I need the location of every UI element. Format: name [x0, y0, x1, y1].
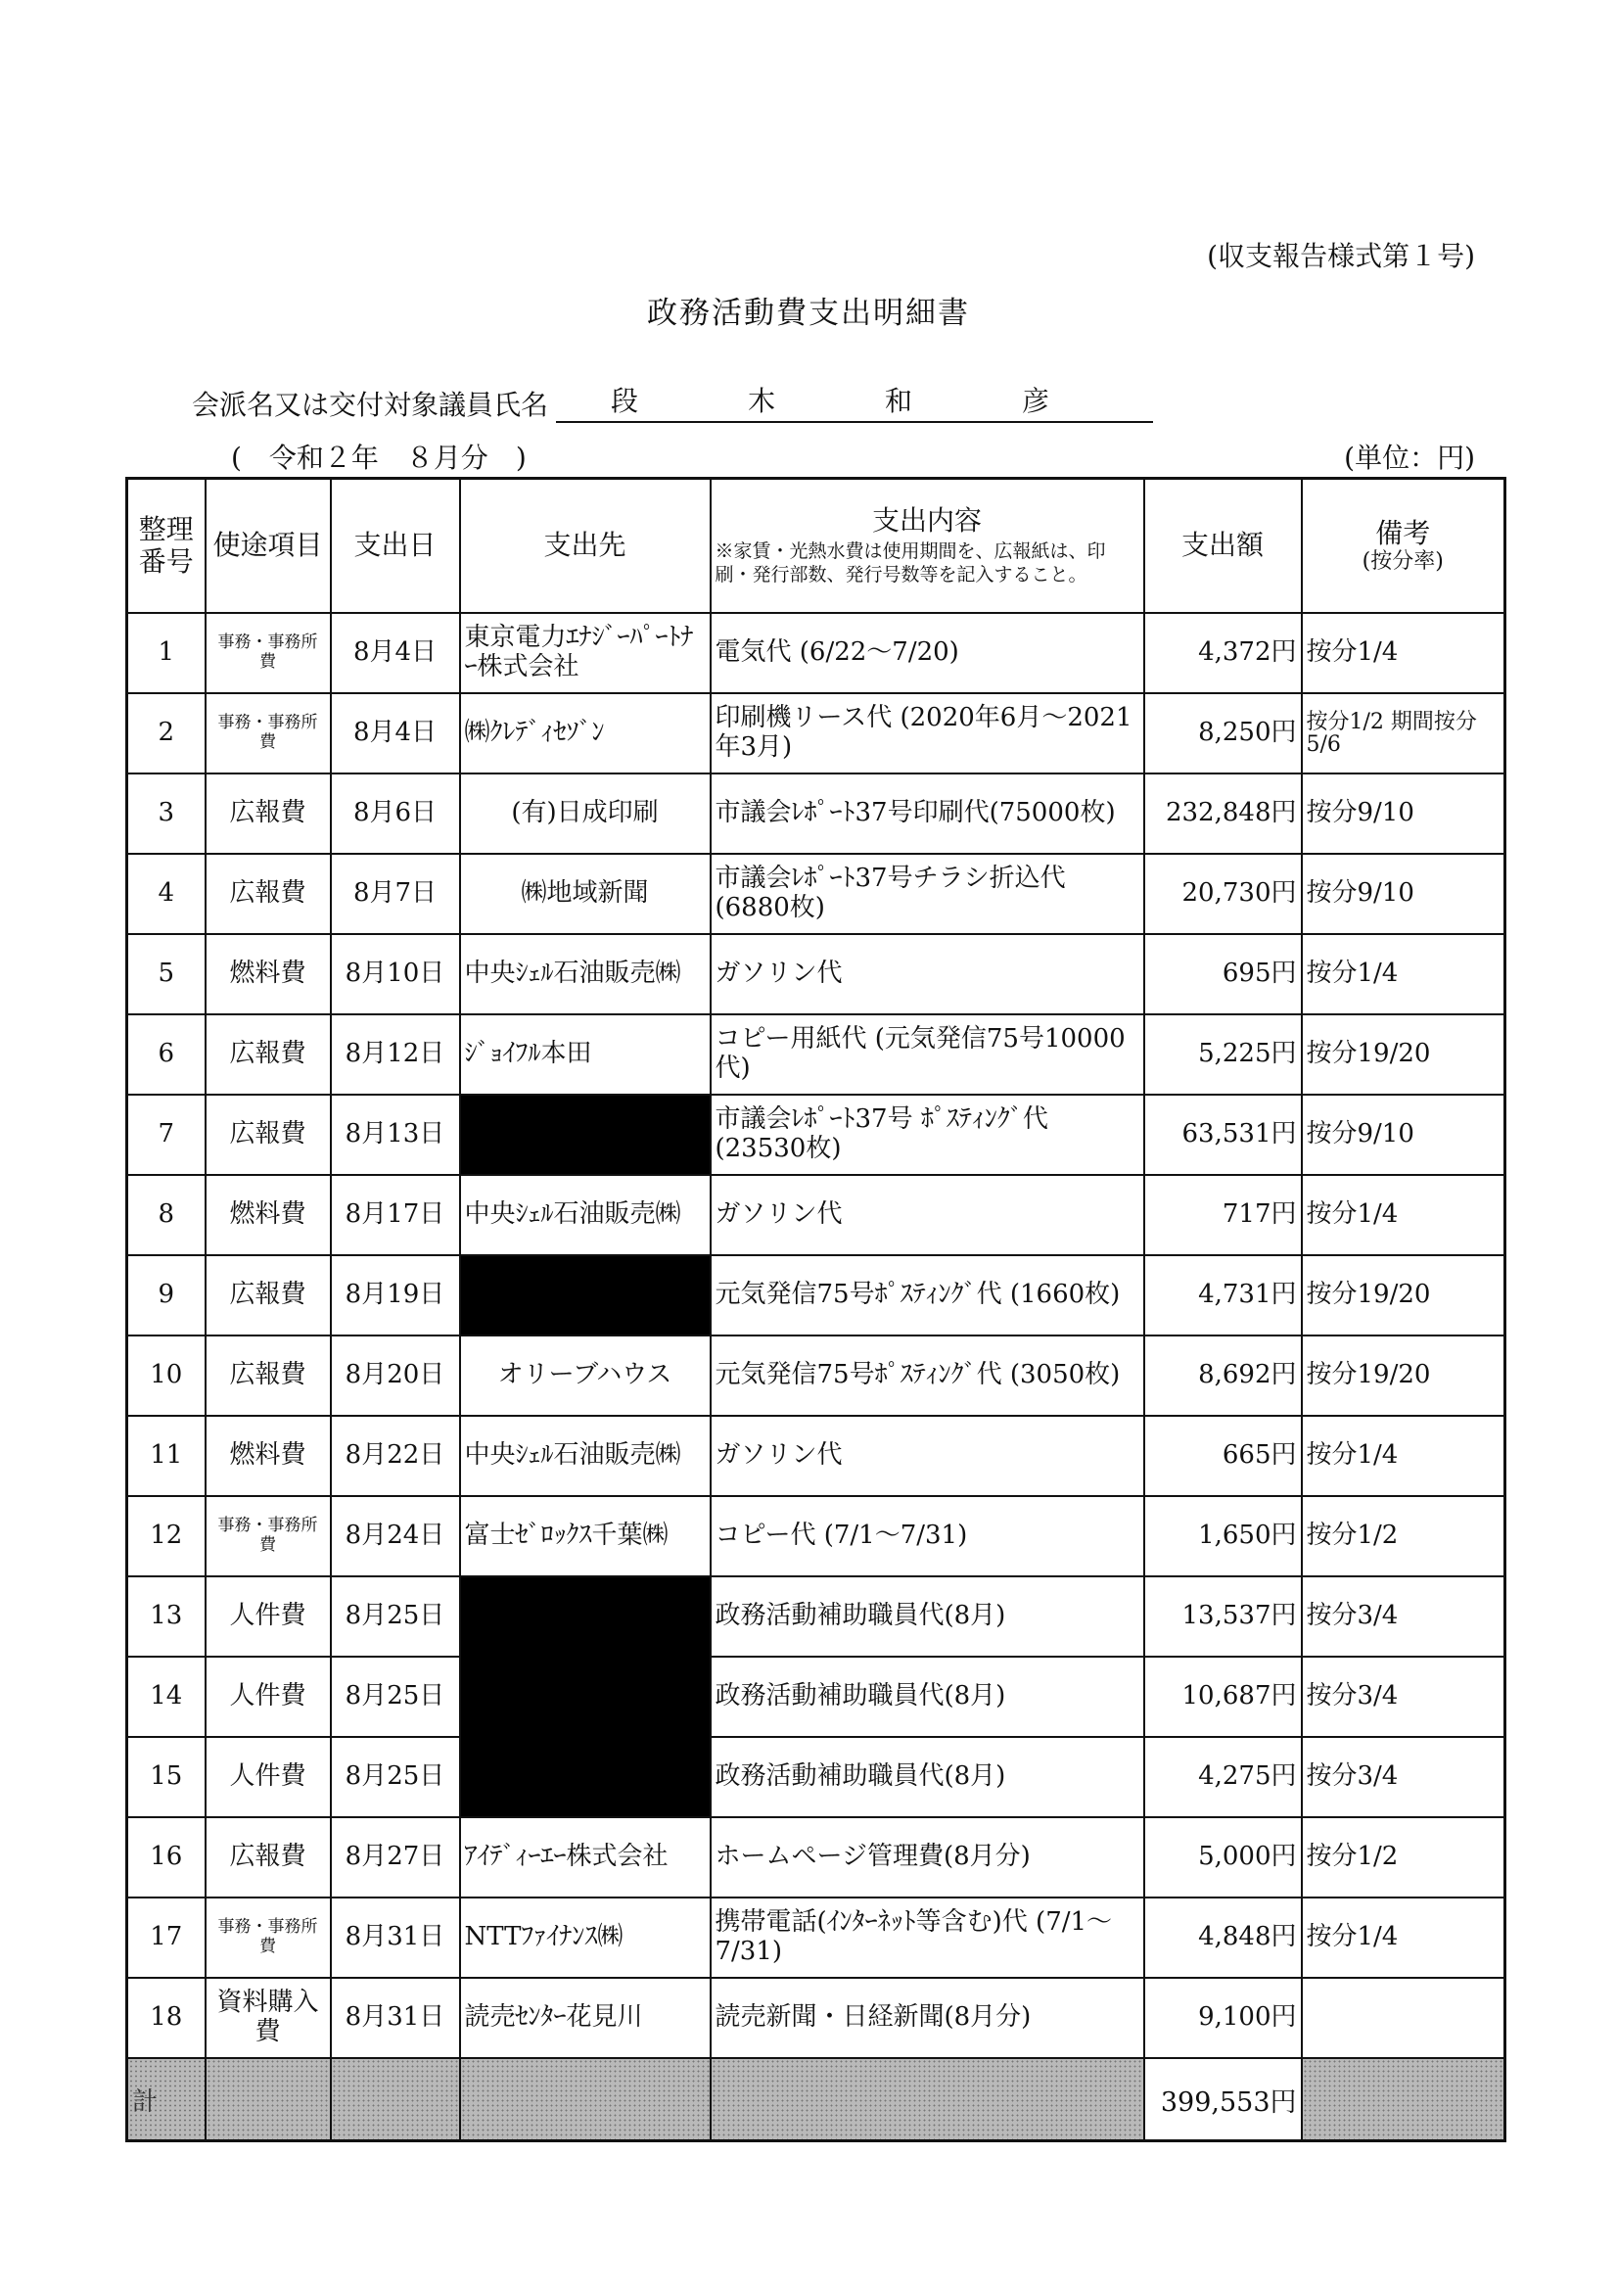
row-date: 8月19日 — [331, 1255, 460, 1335]
table-row — [127, 1576, 1505, 1657]
header-date: 支出日 — [331, 479, 460, 614]
member-name-label: 会派名又は交付対象議員氏名 — [192, 389, 549, 421]
row-description: ガソリン代 — [711, 1416, 1144, 1496]
row-remarks: 按分1/4 — [1302, 613, 1505, 693]
row-payee: 中央ｼｪﾙ石油販売㈱ — [460, 1416, 711, 1496]
table-row — [127, 1255, 1505, 1335]
row-remarks: 按分1/4 — [1302, 1416, 1505, 1496]
row-number: 3 — [127, 773, 206, 854]
row-category: 燃料費 — [206, 1175, 331, 1255]
table-row — [127, 613, 1505, 693]
member-name-char: 彦 — [1022, 385, 1050, 417]
row-amount: 1,650円 — [1144, 1496, 1302, 1576]
total-label: 計 — [127, 2058, 206, 2141]
row-description: 元気発信75号ﾎﾟｽﾃｨﾝｸﾞ代 (1660枚) — [711, 1255, 1144, 1335]
row-payee: ｱｲﾃﾞｨｰｴｰ株式会社 — [460, 1817, 711, 1898]
member-name-char: 木 — [748, 385, 776, 417]
row-number: 17 — [127, 1898, 206, 1978]
row-category: 広報費 — [206, 854, 331, 934]
member-name-char: 和 — [885, 385, 913, 417]
header-remarks-sub: (按分率) — [1362, 548, 1444, 574]
document-title: 政務活動費支出明細書 — [647, 296, 970, 331]
row-date: 8月25日 — [331, 1737, 460, 1817]
row-remarks: 按分3/4 — [1302, 1737, 1505, 1817]
row-date: 8月31日 — [331, 1898, 460, 1978]
row-amount: 8,250円 — [1144, 693, 1302, 773]
row-description: 読売新聞・日経新聞(8月分) — [711, 1978, 1144, 2058]
row-date: 8月17日 — [331, 1175, 460, 1255]
row-payee: 中央ｼｪﾙ石油販売㈱ — [460, 1175, 711, 1255]
row-amount: 5,225円 — [1144, 1014, 1302, 1095]
row-date: 8月10日 — [331, 934, 460, 1014]
row-remarks: 按分1/2 — [1302, 1496, 1505, 1576]
row-description: コピー用紙代 (元気発信75号10000代) — [711, 1014, 1144, 1095]
table-row — [127, 773, 1505, 854]
table-row — [127, 1978, 1505, 2058]
table-row — [127, 693, 1505, 773]
row-amount: 665円 — [1144, 1416, 1302, 1496]
row-amount: 695円 — [1144, 934, 1302, 1014]
row-number: 9 — [127, 1255, 206, 1335]
row-description: 元気発信75号ﾎﾟｽﾃｨﾝｸﾞ代 (3050枚) — [711, 1335, 1144, 1416]
row-number: 1 — [127, 613, 206, 693]
row-description: 印刷機リース代 (2020年6月～2021年3月) — [711, 693, 1144, 773]
row-date: 8月12日 — [331, 1014, 460, 1095]
row-number: 12 — [127, 1496, 206, 1576]
row-category: 燃料費 — [206, 934, 331, 1014]
row-remarks: 按分1/2 期間按分 5/6 — [1302, 693, 1505, 773]
row-amount: 4,372円 — [1144, 613, 1302, 693]
row-remarks: 按分19/20 — [1302, 1335, 1505, 1416]
row-amount: 13,537円 — [1144, 1576, 1302, 1657]
row-payee: ㈱地域新聞 — [460, 854, 711, 934]
total-amount: 399,553円 — [1144, 2058, 1302, 2141]
row-number: 16 — [127, 1817, 206, 1898]
table-row — [127, 1496, 1505, 1576]
table-row — [127, 934, 1505, 1014]
header-remarks — [1302, 479, 1505, 614]
row-description: 市議会ﾚﾎﾟｰﾄ37号印刷代(75000枚) — [711, 773, 1144, 854]
total-row — [127, 2058, 1505, 2141]
row-number: 4 — [127, 854, 206, 934]
row-amount: 717円 — [1144, 1175, 1302, 1255]
total-blank — [460, 2058, 711, 2141]
row-category: 燃料費 — [206, 1416, 331, 1496]
row-amount: 10,687円 — [1144, 1657, 1302, 1737]
row-amount: 9,100円 — [1144, 1978, 1302, 2058]
total-blank — [331, 2058, 460, 2141]
row-category: 事務・事務所費 — [206, 693, 331, 773]
table-row — [127, 1817, 1505, 1898]
row-payee: 富士ｾﾞﾛｯｸｽ千葉㈱ — [460, 1496, 711, 1576]
row-remarks: 按分1/4 — [1302, 1175, 1505, 1255]
currency-unit: (単位：円) — [1344, 442, 1475, 474]
row-category: 広報費 — [206, 773, 331, 854]
header-description-note: ※家賃・光熱水費は使用期間を、広報紙は、印刷・発行部数、発行号数等を記入すること。 — [715, 539, 1106, 586]
row-date: 8月24日 — [331, 1496, 460, 1576]
row-payee-redacted — [460, 1576, 711, 1817]
row-number: 13 — [127, 1576, 206, 1657]
row-category: 人件費 — [206, 1737, 331, 1817]
row-category: 広報費 — [206, 1014, 331, 1095]
total-blank — [1302, 2058, 1505, 2141]
row-category: 資料購入費 — [206, 1978, 331, 2058]
row-category: 事務・事務所費 — [206, 613, 331, 693]
row-description: ガソリン代 — [711, 934, 1144, 1014]
expense-table — [125, 477, 1506, 2142]
row-remarks: 按分9/10 — [1302, 1095, 1505, 1175]
table-row — [127, 1175, 1505, 1255]
row-number: 2 — [127, 693, 206, 773]
row-payee: 読売ｾﾝﾀｰ花見川 — [460, 1978, 711, 2058]
row-date: 8月22日 — [331, 1416, 460, 1496]
row-payee-redacted — [460, 1095, 711, 1175]
row-description: 政務活動補助職員代(8月) — [711, 1737, 1144, 1817]
row-date: 8月20日 — [331, 1335, 460, 1416]
row-remarks: 按分19/20 — [1302, 1255, 1505, 1335]
row-date: 8月25日 — [331, 1657, 460, 1737]
row-description: ホームページ管理費(8月分) — [711, 1817, 1144, 1898]
table-row — [127, 1657, 1505, 1737]
row-category: 広報費 — [206, 1095, 331, 1175]
row-description: 政務活動補助職員代(8月) — [711, 1657, 1144, 1737]
row-number: 14 — [127, 1657, 206, 1737]
member-name-row — [192, 380, 1153, 423]
row-remarks — [1302, 1978, 1505, 2058]
row-remarks: 按分3/4 — [1302, 1657, 1505, 1737]
table-row — [127, 1014, 1505, 1095]
row-description: コピー代 (7/1～7/31) — [711, 1496, 1144, 1576]
row-payee: ㈱ｸﾚﾃﾞｨｾｿﾞﾝ — [460, 693, 711, 773]
row-description: 電気代 (6/22～7/20) — [711, 613, 1144, 693]
header-remarks-label: 備考 — [1375, 516, 1431, 549]
table-row — [127, 1737, 1505, 1817]
row-description: 携帯電話(ｲﾝﾀｰﾈｯﾄ等含む)代 (7/1～7/31) — [711, 1898, 1144, 1978]
row-date: 8月4日 — [331, 613, 460, 693]
row-category: 人件費 — [206, 1657, 331, 1737]
row-number: 6 — [127, 1014, 206, 1095]
row-remarks: 按分9/10 — [1302, 854, 1505, 934]
row-remarks: 按分9/10 — [1302, 773, 1505, 854]
table-row — [127, 1898, 1505, 1978]
table-header-row — [127, 479, 1505, 614]
header-no: 整理番号 — [127, 479, 206, 614]
row-date: 8月13日 — [331, 1095, 460, 1175]
member-name — [556, 380, 1153, 423]
row-payee-redacted — [460, 1255, 711, 1335]
row-date: 8月27日 — [331, 1817, 460, 1898]
row-payee: (有)日成印刷 — [460, 773, 711, 854]
row-payee: 東京電力ｴﾅｼﾞｰﾊﾟｰﾄﾅｰ株式会社 — [460, 613, 711, 693]
row-description: 市議会ﾚﾎﾟｰﾄ37号チラシ折込代 (6880枚) — [711, 854, 1144, 934]
header-description — [711, 479, 1144, 614]
member-name-char: 段 — [611, 385, 639, 417]
row-category: 人件費 — [206, 1576, 331, 1657]
row-amount: 232,848円 — [1144, 773, 1302, 854]
table-row — [127, 1416, 1505, 1496]
header-description-label: 支出内容 — [871, 503, 982, 537]
row-payee: ｼﾞｮｲﾌﾙ本田 — [460, 1014, 711, 1095]
row-amount: 4,275円 — [1144, 1737, 1302, 1817]
total-blank — [206, 2058, 331, 2141]
row-category: 事務・事務所費 — [206, 1496, 331, 1576]
row-category: 事務・事務所費 — [206, 1898, 331, 1978]
header-category: 使途項目 — [206, 479, 331, 614]
row-number: 5 — [127, 934, 206, 1014]
header-payee: 支出先 — [460, 479, 711, 614]
row-date: 8月7日 — [331, 854, 460, 934]
row-amount: 20,730円 — [1144, 854, 1302, 934]
row-category: 広報費 — [206, 1817, 331, 1898]
row-remarks: 按分1/4 — [1302, 1898, 1505, 1978]
total-blank — [711, 2058, 1144, 2141]
row-amount: 5,000円 — [1144, 1817, 1302, 1898]
row-number: 18 — [127, 1978, 206, 2058]
row-description: 市議会ﾚﾎﾟｰﾄ37号 ﾎﾟｽﾃｨﾝｸﾞ代 (23530枚) — [711, 1095, 1144, 1175]
table-row — [127, 854, 1505, 934]
row-date: 8月4日 — [331, 693, 460, 773]
row-number: 11 — [127, 1416, 206, 1496]
row-remarks: 按分1/2 — [1302, 1817, 1505, 1898]
row-category: 広報費 — [206, 1255, 331, 1335]
row-number: 8 — [127, 1175, 206, 1255]
row-payee: 中央ｼｪﾙ石油販売㈱ — [460, 934, 711, 1014]
row-amount: 8,692円 — [1144, 1335, 1302, 1416]
row-category: 広報費 — [206, 1335, 331, 1416]
row-date: 8月31日 — [331, 1978, 460, 2058]
row-number: 15 — [127, 1737, 206, 1817]
form-number: (収支報告様式第１号) — [1207, 240, 1475, 272]
row-description: 政務活動補助職員代(8月) — [711, 1576, 1144, 1657]
row-remarks: 按分19/20 — [1302, 1014, 1505, 1095]
row-remarks: 按分1/4 — [1302, 934, 1505, 1014]
row-date: 8月6日 — [331, 773, 460, 854]
row-amount: 4,731円 — [1144, 1255, 1302, 1335]
row-payee: NTTﾌｧｲﾅﾝｽ㈱ — [460, 1898, 711, 1978]
row-description: ガソリン代 — [711, 1175, 1144, 1255]
row-number: 10 — [127, 1335, 206, 1416]
row-number: 7 — [127, 1095, 206, 1175]
table-row — [127, 1095, 1505, 1175]
report-period: ( 令和２年 ８月分 ) — [231, 442, 527, 474]
row-payee: オリーブハウス — [460, 1335, 711, 1416]
header-amount: 支出額 — [1144, 479, 1302, 614]
row-remarks: 按分3/4 — [1302, 1576, 1505, 1657]
row-amount: 4,848円 — [1144, 1898, 1302, 1978]
row-date: 8月25日 — [331, 1576, 460, 1657]
table-row — [127, 1335, 1505, 1416]
row-amount: 63,531円 — [1144, 1095, 1302, 1175]
